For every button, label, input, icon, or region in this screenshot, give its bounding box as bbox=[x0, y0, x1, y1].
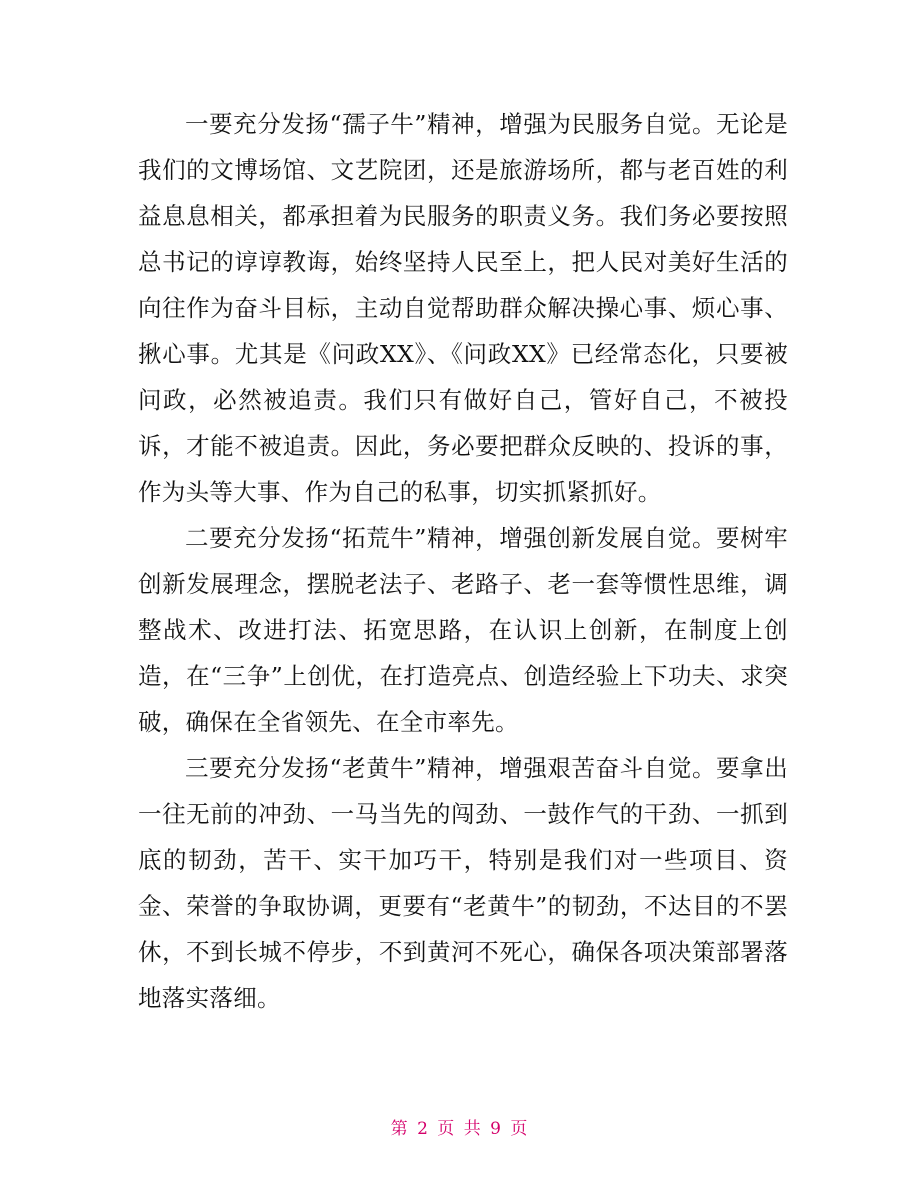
paragraph-3: 三要充分发扬“老黄牛”精神，增强艰苦奋斗自觉。要拿出一往无前的冲劲、一马当先的闯劲、一鼓作气的干劲、一抓到底的韧劲，苦干、实干加巧干，特别是我们对一些项目、资金、荣誉的争取协调，更要有“老黄牛”的韧劲，不达目的不罢休，不到长城不停步，不到黄河不死心，确保各项决策部署落地落实落细。 bbox=[138, 754, 788, 1012]
page-number-footer: 第 2 页 共 9 页 bbox=[390, 1119, 530, 1139]
paragraph-1: 一要充分发扬“孺子牛”精神，增强为民服务自觉。无论是我们的文博场馆、文艺院团，还是旅游场所，都与老百姓的利益息息相关，都承担着为民服务的职责义务。我们务必要按照总书记的谆谆教诲，始终坚持人民至上，把人民对美好生活的向往作为奋斗目标，主动自觉帮助群众解决操心事、烦心事、揪心事。尤其是《问政XX》、《问政XX》已经常态化，只要被问政，必然被追责。我们只有做好自己，管好自己，不被投诉，才能不被追责。因此，务必要把群众反映的、投诉的事，作为头等大事、作为自己的私事，切实抓紧抓好。 bbox=[138, 110, 788, 506]
paragraph-2: 二要充分发扬“拓荒牛”精神，增强创新发展自觉。要树牢创新发展理念，摆脱老法子、老路子、老一套等惯性思维，调整战术、改进打法、拓宽思路，在认识上创新，在制度上创造，在“三争”上创优，在打造亮点、创造经验上下功夫、求突破，确保在全省领先、在全市率先。 bbox=[138, 524, 788, 736]
document-body bbox=[138, 101, 788, 1021]
